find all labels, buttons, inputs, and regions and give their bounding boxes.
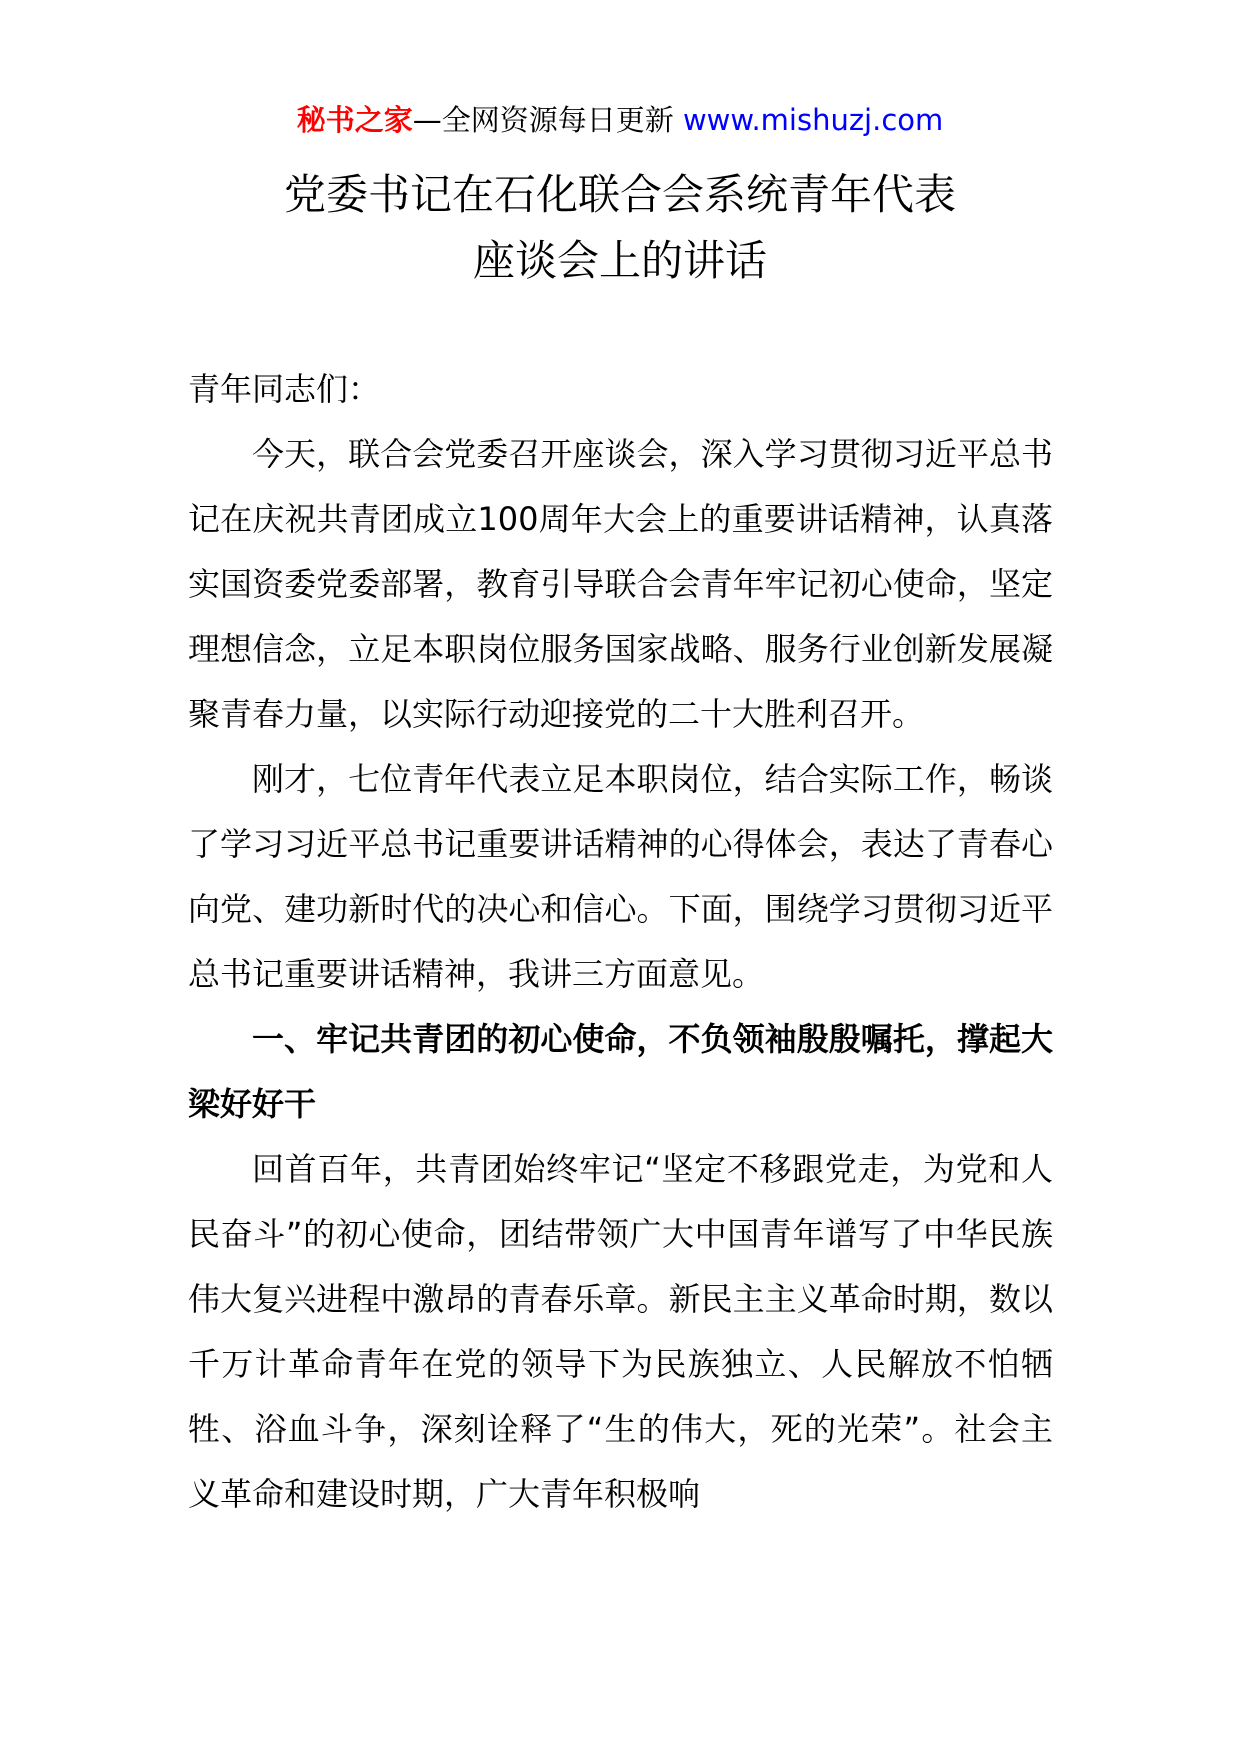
title-line-1: 党委书记在石化联合会系统青年代表	[283, 170, 956, 219]
section-heading-1: 一、牢记共青团的初心使命，不负领袖殷殷嘱托，撑起大梁好好干	[188, 1020, 1053, 1123]
document-body	[188, 357, 1053, 1527]
paragraph-3: 回首百年，共青团始终牢记“坚定不移跟党走，为党和人民奋斗”的初心使命，团结带领广大中国青年谱写了中华民族伟大复兴进程中激昂的青春乐章。新民主主义革命时期，数以千万计革命青年在党的领导下为民族独立、人民解放不怕牺牲、浴血斗争，深刻诠释了“生的伟大，死的光荣”。社会主义革命和建设时期，广大青年积极响	[188, 1150, 1053, 1513]
site-url[interactable]: www.mishuzj.com	[682, 103, 944, 137]
paragraph-2: 刚才，七位青年代表立足本职岗位，结合实际工作，畅谈了学习习近平总书记重要讲话精神的心得体会，表达了青春心向党、建功新时代的决心和信心。下面，围绕学习贯彻习近平总书记重要讲话精神，我讲三方面意见。	[188, 760, 1053, 993]
brand-name: 秘书之家	[296, 103, 413, 137]
site-header	[0, 100, 1240, 140]
title-line-2: 座谈会上的讲话	[472, 236, 767, 285]
paragraph-1: 今天，联合会党委召开座谈会，深入学习贯彻习近平总书记在庆祝共青团成立100周年大会上的重要讲话精神，认真落实国资委党委部署，教育引导联合会青年牢记初心使命，坚定理想信念，立足本职岗位服务国家战略、服务行业创新发展凝聚青春力量，以实际行动迎接党的二十大胜利召开。	[188, 435, 1053, 733]
salutation: 青年同志们：	[188, 370, 381, 408]
site-slogan: —全网资源每日更新	[412, 103, 674, 137]
document-title	[0, 162, 1240, 294]
